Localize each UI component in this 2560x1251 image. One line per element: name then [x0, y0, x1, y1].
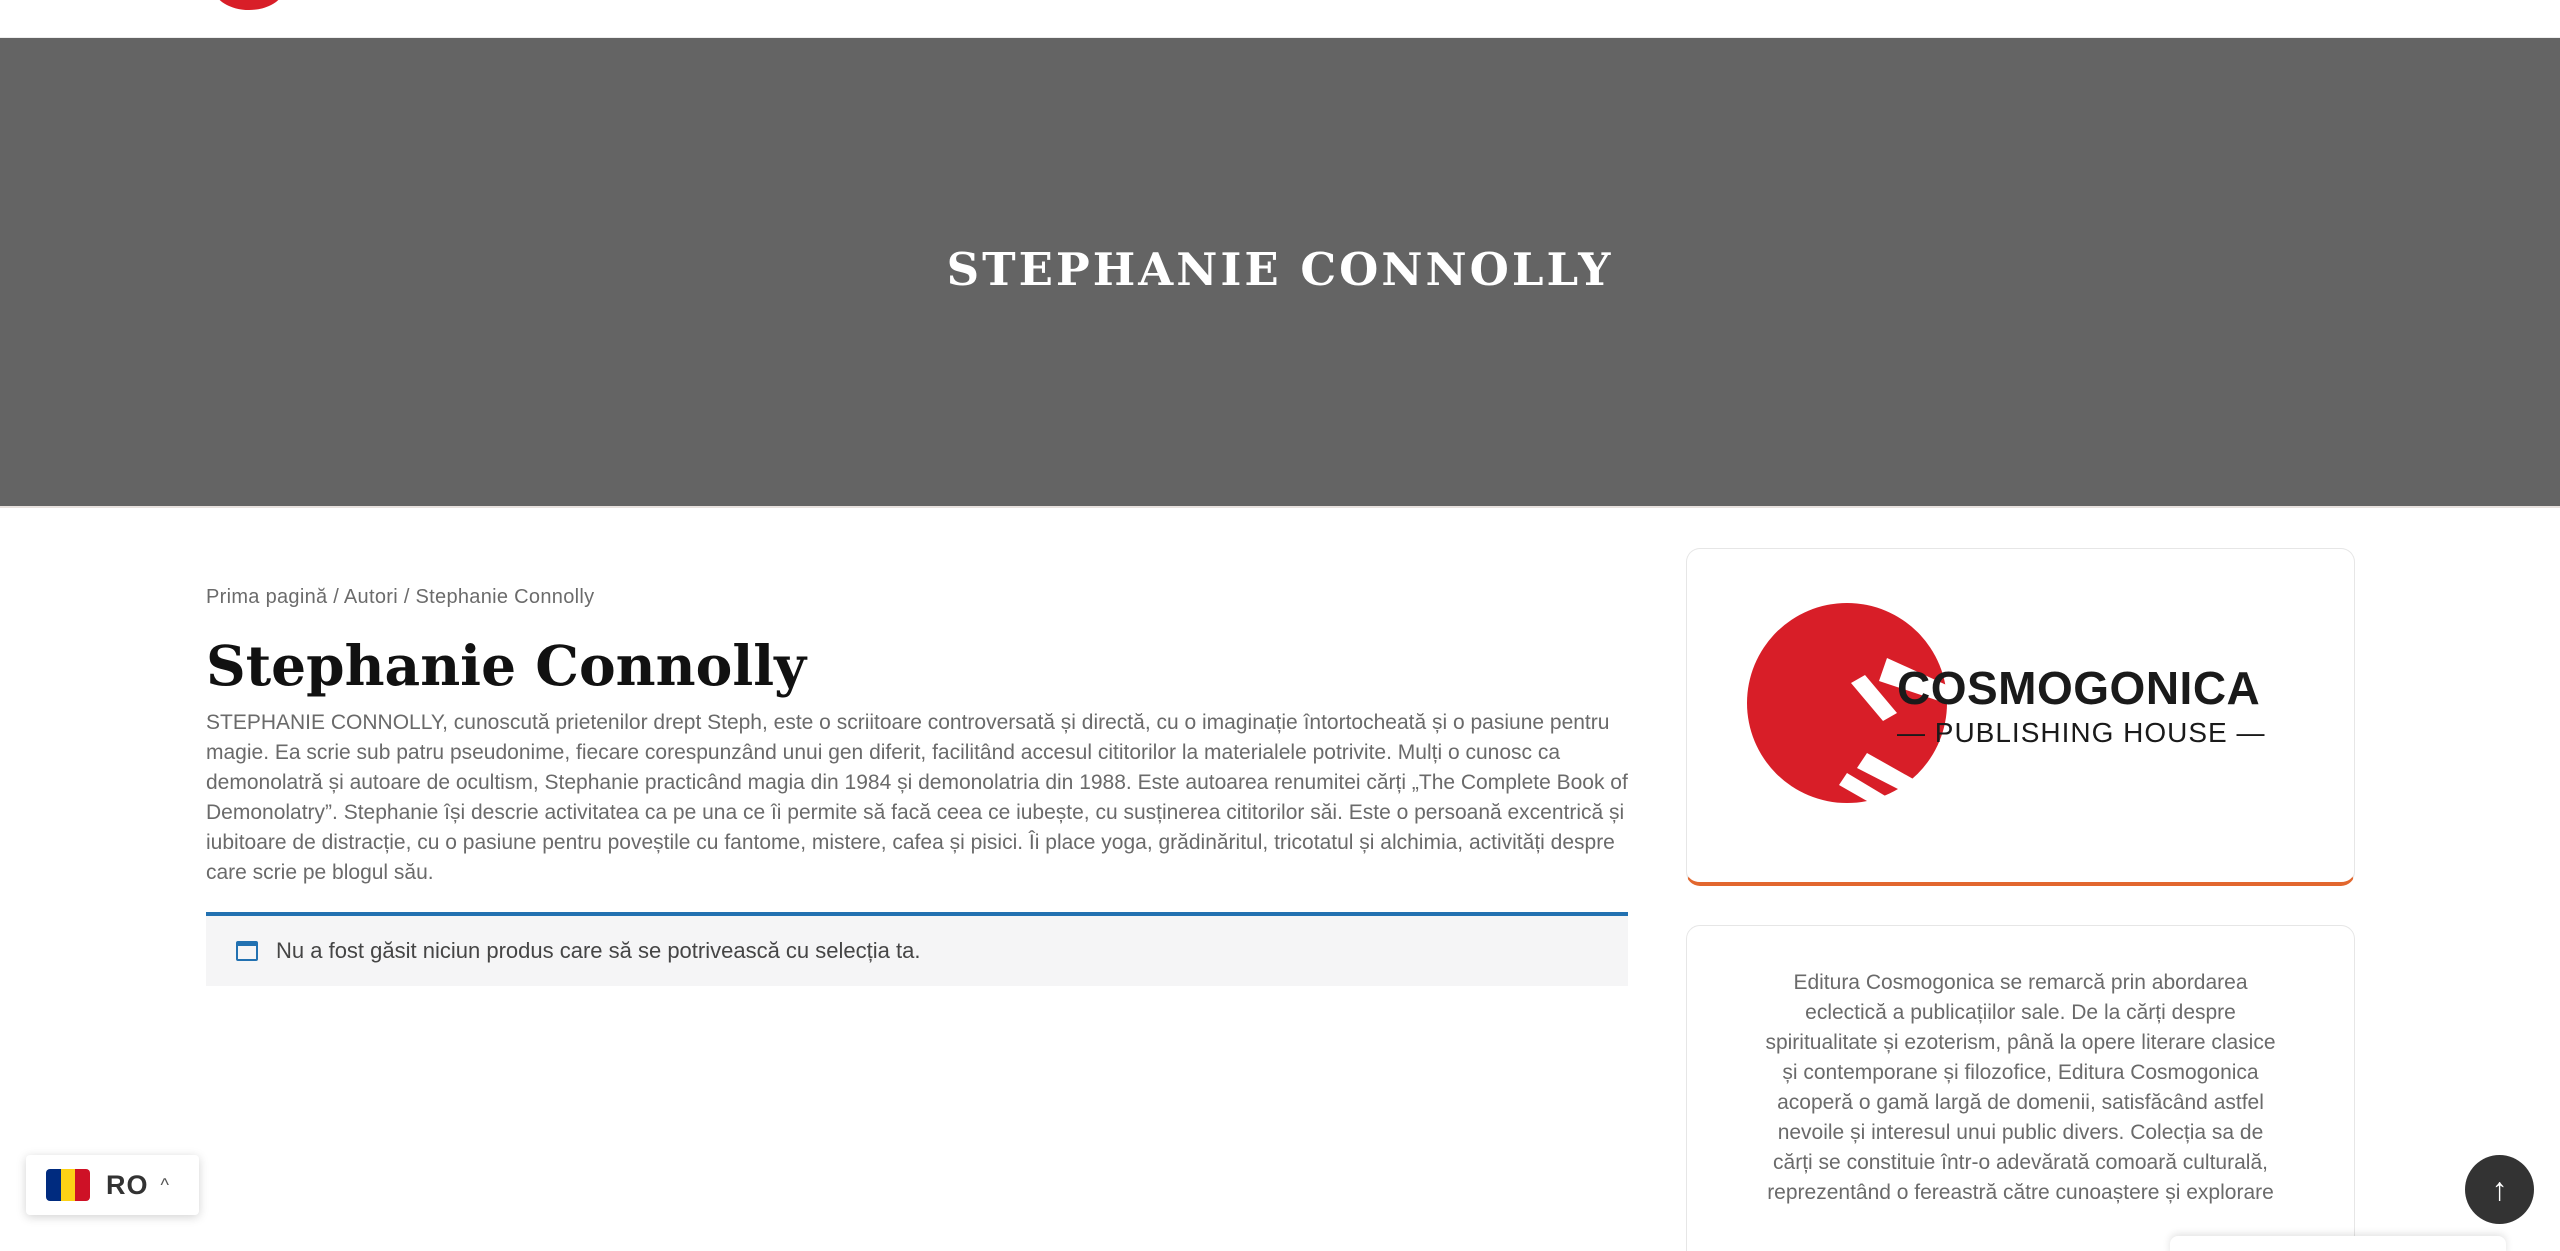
top-navigation-bar	[0, 0, 2560, 38]
romania-flag-icon	[46, 1169, 90, 1201]
publisher-about-card	[1686, 925, 2355, 1251]
author-bio: STEPHANIE CONNOLLY, cunoscută prietenilor drept Steph, este o scriitoare controversată și directă, cu o imaginație întortocheată și o pasiune pentru magie. Ea scrie sub patru pseudonime, fiecare corespunzând unui gen diferit, facilitând accesul cititorilor la materialele potrivite. Mulți o cunosc ca demonolatră și autoare de ocultism, Stephanie practicând magia din 1984 și demonolatria din 1988. Este autoarea renumitei cărți „The Complete Book of Demonolatry”. Stephanie își descrie activitatea ca pe una ce îi permite să facă ceea ce iubește, cu susținerea cititorilor săi. Este o persoană excentrică și iubitoare de distracție, cu o pasiune pentru poveștile cu fantome, mistere, cafea și pisici. Îi place yoga, grădinăritul, tricotatul și alchimia, activități despre care scrie pe blogul său.	[206, 711, 1628, 884]
back-to-top-button[interactable]	[2465, 1155, 2534, 1224]
breadcrumb	[206, 580, 1628, 614]
language-code: RO	[106, 1169, 149, 1200]
hero-banner	[0, 38, 2560, 508]
main-content	[206, 580, 1628, 986]
calendar-icon	[236, 941, 258, 961]
arrow-up-icon: ↑	[2491, 1171, 2508, 1207]
publisher-about-text: Editura Cosmogonica se remarcă prin abordarea eclectică a publicațiilor sale. De la cărți despre spiritualitate și ezoterism, până la opere literare clasice și contemporane și filozofice, Editura Cosmogonica acoperă o gamă largă de domenii, satisfăcând astfel nevoile și interesul unui public divers. Colecția sa de cărți se constituie într-o adevărată comoară culturală, reprezentând o fereastră către cunoaștere și explorare	[1765, 971, 2276, 1204]
breadcrumb-separator: /	[397, 586, 416, 608]
no-products-notice	[206, 912, 1628, 986]
breadcrumb-authors-link[interactable]: Autori	[343, 586, 398, 608]
logo-wordmark: COSMOGONICA	[1897, 662, 2261, 714]
breadcrumb-separator: /	[327, 586, 344, 608]
bottom-right-widget[interactable]	[2170, 1236, 2506, 1251]
breadcrumb-home-link[interactable]: Prima pagină	[206, 586, 328, 608]
breadcrumb-current: Stephanie Connolly	[415, 586, 595, 608]
chevron-up-icon: ^	[160, 1174, 169, 1195]
publisher-logo-card[interactable]	[1686, 548, 2355, 886]
logo-subtitle: — PUBLISHING HOUSE —	[1897, 717, 2266, 748]
page-title: Stephanie Connolly	[206, 633, 807, 698]
site-logo[interactable]	[214, 0, 284, 10]
hero-title: STEPHANIE CONNOLLY	[946, 243, 1614, 296]
language-switcher[interactable]	[26, 1155, 199, 1215]
notice-text: Nu a fost găsit niciun produs care să se potrivească cu selecția ta.	[276, 938, 921, 963]
